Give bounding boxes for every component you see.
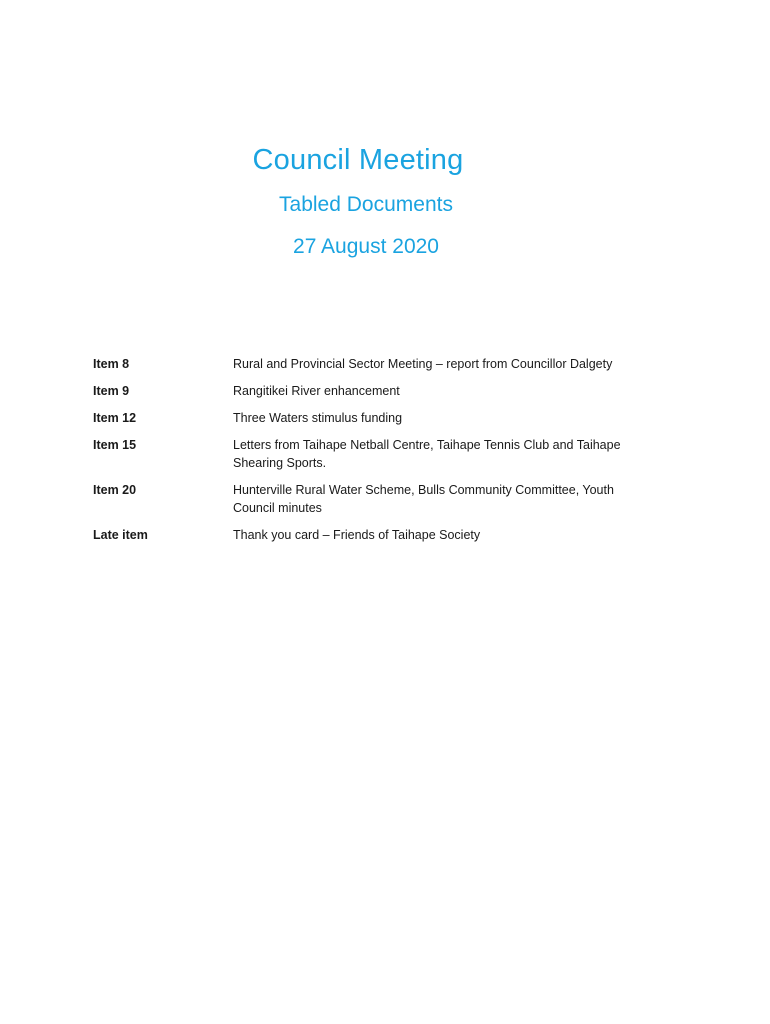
- page-title: Council Meeting: [252, 144, 464, 176]
- item-number: Item 12: [93, 411, 137, 425]
- item-description: Letters from Taihape Netball Centre, Taihape Tennis Club and Taihape Shearing Sports.: [233, 438, 621, 470]
- item-number: Item 20: [93, 483, 137, 497]
- list-item: [93, 436, 653, 472]
- tabled-items-list: [93, 355, 653, 553]
- meeting-date: 27 August 2020: [293, 235, 439, 258]
- list-item: [93, 481, 653, 517]
- page-subtitle: Tabled Documents: [279, 193, 453, 216]
- item-number: Item 9: [93, 384, 130, 398]
- list-item: [93, 355, 653, 373]
- item-description: Rural and Provincial Sector Meeting – report from Councillor Dalgety: [233, 357, 613, 371]
- item-description: Rangitikei River enhancement: [233, 384, 400, 398]
- list-item: [93, 526, 653, 544]
- item-description: Thank you card – Friends of Taihape Society: [233, 528, 481, 542]
- list-item: [93, 409, 653, 427]
- item-number: Item 15: [93, 438, 137, 452]
- item-description: Hunterville Rural Water Scheme, Bulls Community Committee, Youth Council minutes: [233, 483, 614, 515]
- item-number: Late item: [93, 528, 148, 542]
- item-description: Three Waters stimulus funding: [233, 411, 403, 425]
- list-item: [93, 382, 653, 400]
- item-number: Item 8: [93, 357, 130, 371]
